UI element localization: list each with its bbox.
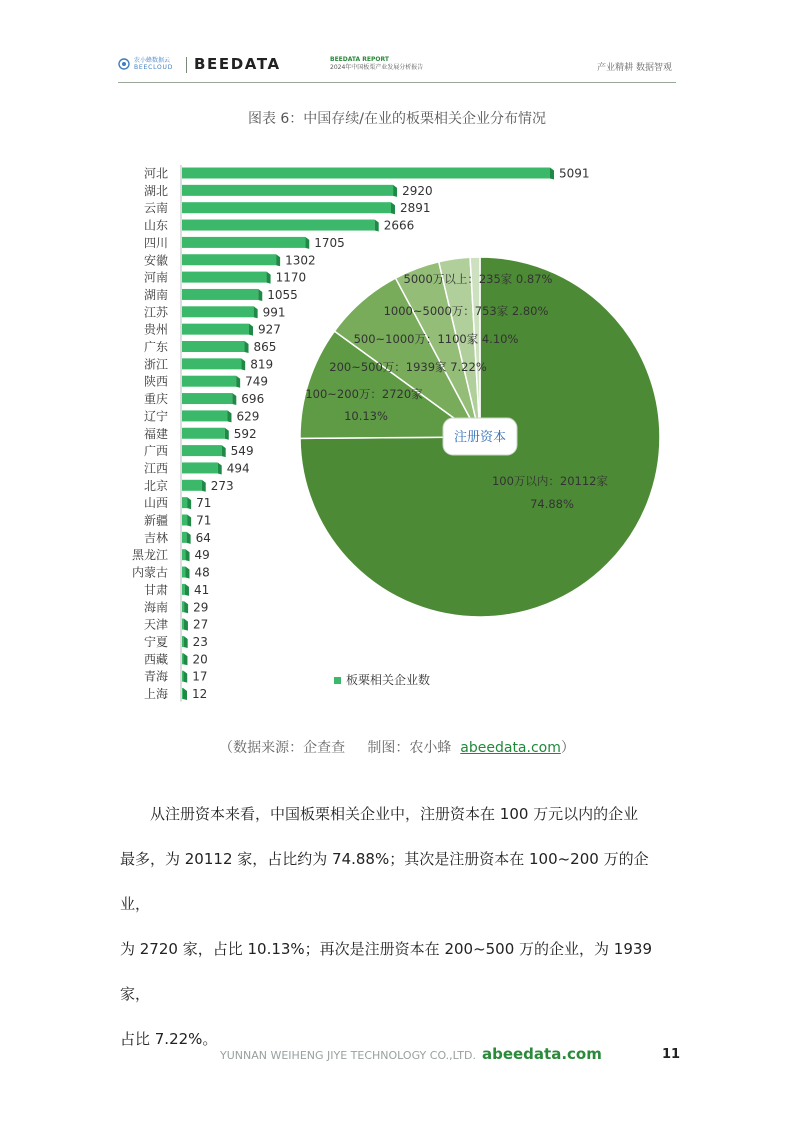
bar-side [187, 532, 191, 544]
bar-value-label: 819 [250, 357, 274, 372]
bar-value-label: 991 [262, 305, 286, 320]
bar-category-label: 云南 [143, 201, 168, 216]
source-prefix: （数据来源：企查查 制图：农小蜂 [219, 740, 461, 756]
bar-side [236, 376, 240, 388]
bar-side [185, 567, 189, 579]
bar [182, 549, 186, 560]
bar-value-label: 1705 [314, 235, 345, 250]
bar-side [187, 497, 191, 509]
brand-name: BEEDATA [194, 55, 281, 73]
bar [182, 410, 227, 421]
bar-side [184, 619, 188, 631]
bar [182, 567, 185, 578]
bar-value-label: 696 [241, 392, 265, 407]
bar-value-label: 23 [192, 634, 208, 649]
legend-label: 板栗相关企业数 [346, 673, 431, 687]
bar [182, 237, 305, 248]
bar-value-label: 71 [196, 513, 212, 528]
report-title-cn: 2024年中国板栗产业发展分析报告 [330, 64, 424, 71]
bar-category-label: 江西 [143, 461, 168, 476]
page-number: 11 [662, 1047, 681, 1062]
bar-category-label: 宁夏 [143, 634, 168, 649]
bar-side [241, 358, 245, 370]
bar-value-label: 549 [230, 444, 254, 459]
bar-category-label: 湖北 [143, 183, 168, 198]
bar-category-label: 河北 [143, 166, 168, 181]
pie-slice-label: 10.13% [344, 409, 388, 423]
bar-value-label: 27 [192, 617, 209, 632]
bar-value-label: 29 [193, 600, 209, 615]
bar-value-label: 71 [196, 496, 212, 511]
bar-side [202, 480, 206, 492]
bar [182, 254, 276, 265]
source-suffix: ） [560, 740, 575, 756]
bar-side [185, 584, 189, 596]
bar-side [249, 324, 253, 336]
bar-side [183, 653, 187, 665]
bar-category-label: 重庆 [143, 392, 168, 407]
bar-category-label: 陕西 [143, 374, 168, 389]
bar [182, 584, 185, 595]
bar [182, 376, 236, 387]
bar-side [550, 168, 554, 180]
bar-side [227, 410, 231, 422]
bar-value-label: 2666 [383, 218, 415, 233]
bar-side [245, 341, 249, 353]
pie-slice-label: 200~500万：1939家 7.22% [329, 360, 487, 374]
bar [182, 515, 187, 526]
bar [182, 220, 375, 231]
bar-category-label: 海南 [143, 600, 168, 615]
bar-side [305, 237, 309, 249]
bar-value-label: 1170 [275, 270, 307, 285]
bar-category-label: 安徽 [143, 253, 168, 268]
paragraph-line [120, 792, 676, 837]
report-title-en: BEEDATA REPORT [330, 56, 389, 63]
bar [182, 341, 245, 352]
pie-slice-label: 74.88% [530, 497, 574, 511]
bar-side [232, 393, 236, 405]
bar-value-label: 17 [192, 669, 208, 684]
figure-title: 图表 6：中国存续/在业的板栗相关企业分布情况 [247, 111, 547, 127]
bar-category-label: 广东 [143, 340, 168, 354]
bar-value-label: 20 [192, 652, 208, 667]
bar-category-label: 贵州 [143, 322, 168, 337]
pie-slice-label: 1000~5000万：753家 2.80% [383, 304, 549, 318]
bar-side [184, 636, 188, 648]
bar-side [393, 185, 397, 197]
bar-side [258, 289, 262, 301]
bar-side [225, 428, 229, 440]
bar-side [222, 445, 226, 457]
pie-slice-label: 100~200万：2720家 [305, 387, 423, 401]
bar-side [375, 220, 379, 232]
figure-source [0, 737, 794, 757]
bar [182, 445, 222, 456]
bar-category-label: 浙江 [143, 357, 168, 372]
bar-category-label: 辽宁 [143, 409, 168, 424]
bar-category-label: 甘肃 [143, 582, 168, 597]
logo-text-en: BEECLOUD [134, 64, 174, 71]
bar-category-label: 新疆 [143, 513, 168, 528]
legend-swatch [334, 677, 341, 684]
footer-site[interactable]: abeedata.com [481, 1045, 602, 1063]
bar [182, 532, 187, 543]
bar-side [276, 254, 280, 266]
bar-category-label: 天津 [143, 617, 168, 632]
bar-side [391, 202, 395, 214]
page-footer [220, 1045, 602, 1063]
bar-category-label: 北京 [143, 478, 168, 493]
bar-value-label: 927 [258, 322, 281, 337]
bar [182, 289, 258, 300]
bar [182, 619, 184, 630]
bar-value-label: 273 [210, 478, 234, 493]
bar-value-label: 5091 [559, 166, 590, 181]
bar-value-label: 2920 [402, 183, 433, 198]
bar-category-label: 黑龙江 [131, 548, 168, 563]
bar-value-label: 629 [236, 409, 260, 424]
bar-value-label: 49 [194, 548, 210, 563]
bar-value-label: 1302 [285, 253, 316, 268]
bar-value-label: 1055 [267, 287, 298, 302]
bar-category-label: 湖南 [143, 287, 168, 302]
bar [182, 653, 183, 664]
footer-company: YUNNAN WEIHENG JIYE TECHNOLOGY CO.,LTD. [220, 1049, 476, 1062]
bar-value-label: 48 [194, 565, 210, 580]
bar-category-label: 河南 [143, 270, 168, 285]
bar [182, 393, 232, 404]
bar-side [218, 462, 222, 474]
logo-text-cn: 农小蜂数据云 [134, 57, 171, 64]
bar-side [184, 601, 188, 613]
source-link[interactable]: abeedata.com [460, 740, 561, 756]
bar [182, 202, 391, 213]
pie-slice-label: 500~1000万：1100家 4.10% [353, 332, 519, 346]
bar [182, 636, 184, 647]
bar-value-label: 749 [245, 374, 269, 389]
bar-category-label: 四川 [143, 235, 168, 250]
bar-category-label: 江苏 [143, 305, 168, 320]
bar [182, 272, 267, 283]
pie-slice-label: 100万以内：20112家 [491, 474, 609, 488]
bar-category-label: 青海 [143, 669, 168, 684]
bar-value-label: 592 [233, 426, 257, 441]
bar [182, 671, 183, 682]
bar [182, 428, 225, 439]
bar-category-label: 福建 [143, 426, 168, 441]
bar-category-label: 山西 [143, 496, 168, 511]
paragraph-line-3: 为 2720 家，占比 10.13%；再次是注册资本在 200~500 万的企业，为 1939 家， [120, 940, 652, 1003]
header-slogan: 产业精耕 数据智观 [597, 63, 672, 73]
bar-category-label: 广西 [143, 444, 168, 459]
bar-value-label: 494 [226, 461, 250, 476]
pie-chart [300, 257, 660, 617]
body-paragraph [120, 792, 676, 1062]
bar [182, 601, 184, 612]
bar-side [254, 306, 258, 318]
bar-value-label: 64 [195, 530, 211, 545]
bar [182, 306, 254, 317]
bar [182, 462, 218, 473]
pie-slice-label: 5000万以上：235家 0.87% [403, 272, 553, 286]
bar-category-label: 上海 [143, 687, 168, 701]
bar-category-label: 山东 [143, 218, 168, 233]
bar [182, 688, 183, 699]
bar-category-label: 内蒙古 [131, 565, 168, 580]
bar-side [183, 671, 187, 683]
bar-side [183, 688, 187, 700]
bar-category-label: 吉林 [143, 530, 168, 545]
paragraph-line-4: 占比 7.22%。 [120, 1030, 218, 1048]
bar-side [267, 272, 271, 284]
pie-center-label: 注册资本 [453, 430, 507, 445]
paragraph-line-2: 最多，为 20112 家，占比约为 74.88%；其次是注册资本在 100~200 万的企业， [120, 850, 649, 913]
bar-side [187, 515, 191, 527]
bar-value-label: 2891 [399, 201, 431, 216]
paragraph-line-1: 从注册资本来看，中国板栗相关企业中，注册资本在 100 万元以内的企业 [150, 805, 639, 823]
bar [182, 185, 393, 196]
bar-category-label: 西藏 [143, 652, 168, 667]
bar-side [186, 549, 190, 561]
bar [182, 168, 550, 179]
bar [182, 324, 249, 335]
bar-value-label: 41 [193, 582, 210, 597]
bar [182, 358, 241, 369]
bar-value-label: 865 [253, 340, 277, 354]
bar-value-label: 12 [192, 687, 208, 701]
bar [182, 480, 202, 491]
bar [182, 497, 187, 508]
